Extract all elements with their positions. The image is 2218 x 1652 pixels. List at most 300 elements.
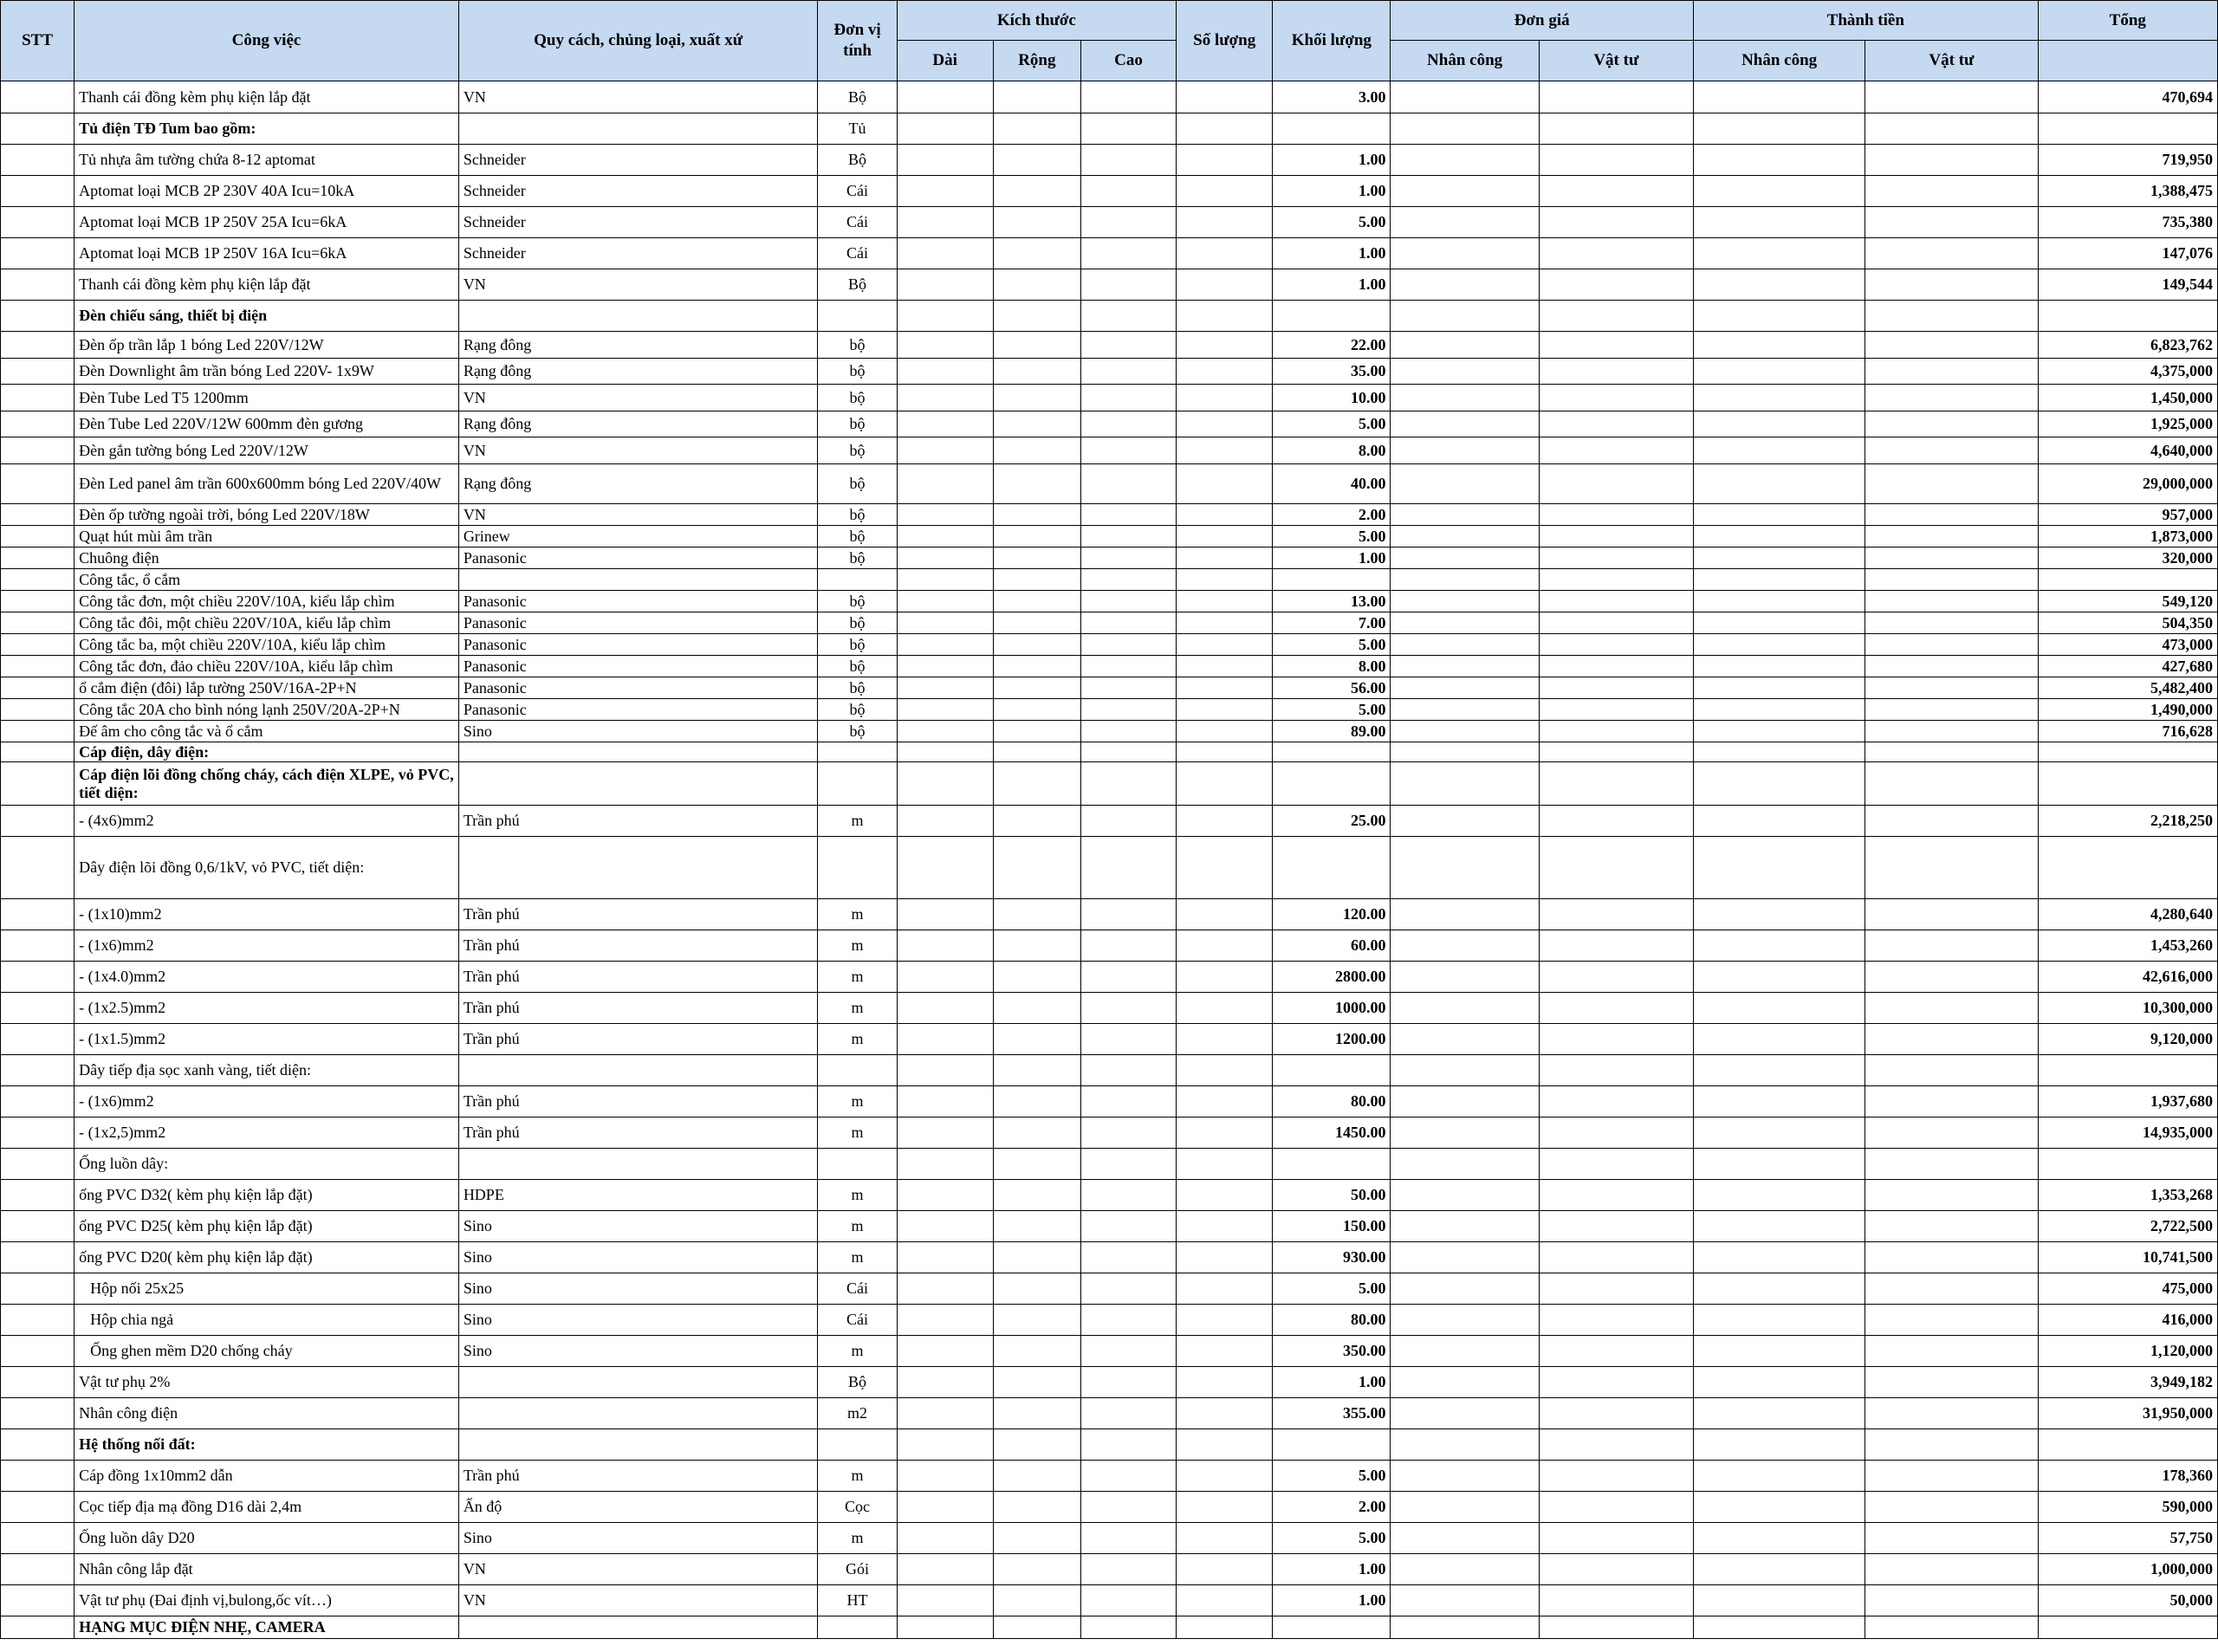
cell-rong[interactable] [993,385,1080,411]
cell-khoi-luong[interactable]: 1450.00 [1273,1118,1391,1149]
cell-dg-vat-tu[interactable] [1539,269,1693,301]
cell-so-luong[interactable] [1177,612,1273,634]
cell-dg-vat-tu[interactable] [1539,762,1693,806]
cell-rong[interactable] [993,332,1080,359]
cell-stt[interactable] [1,437,75,464]
cell-dg-nhan-cong[interactable] [1391,1086,1539,1118]
cell-khoi-luong[interactable]: 8.00 [1273,437,1391,464]
cell-tong[interactable] [2038,1055,2217,1086]
cell-dai[interactable] [897,1180,993,1211]
cell-dg-vat-tu[interactable] [1539,332,1693,359]
cell-stt[interactable] [1,569,75,591]
cell-tt-vat-tu[interactable] [1865,634,2038,656]
cell-dg-vat-tu[interactable] [1539,1429,1693,1461]
cell-tt-nhan-cong[interactable] [1693,993,1865,1024]
cell-dg-nhan-cong[interactable] [1391,569,1539,591]
cell-quy-cach[interactable] [458,1398,818,1429]
cell-dai[interactable] [897,1024,993,1055]
header-rong[interactable]: Rộng [993,41,1080,81]
cell-don-vi[interactable]: bộ [818,504,897,526]
cell-quy-cach[interactable] [458,1367,818,1398]
cell-rong[interactable] [993,1461,1080,1492]
cell-tt-vat-tu[interactable] [1865,238,2038,269]
cell-stt[interactable] [1,1305,75,1336]
cell-tt-vat-tu[interactable] [1865,1554,2038,1585]
header-don-gia[interactable]: Đơn giá [1391,1,1694,41]
cell-so-luong[interactable] [1177,1055,1273,1086]
cell-tt-nhan-cong[interactable] [1693,81,1865,113]
cell-dg-nhan-cong[interactable] [1391,1055,1539,1086]
cell-don-vi[interactable]: Bộ [818,1367,897,1398]
cell-tt-vat-tu[interactable] [1865,81,2038,113]
cell-dg-nhan-cong[interactable] [1391,359,1539,385]
cell-quy-cach[interactable] [458,569,818,591]
cell-rong[interactable] [993,269,1080,301]
cell-cong-viec[interactable]: Aptomat loại MCB 2P 230V 40A Icu=10kA [75,176,459,207]
cell-tt-nhan-cong[interactable] [1693,612,1865,634]
cell-tt-vat-tu[interactable] [1865,677,2038,699]
cell-don-vi[interactable] [818,1429,897,1461]
cell-don-vi[interactable]: bộ [818,359,897,385]
cell-don-vi[interactable]: bộ [818,526,897,547]
cell-don-vi[interactable]: Cái [818,176,897,207]
cell-dg-vat-tu[interactable] [1539,612,1693,634]
cell-rong[interactable] [993,612,1080,634]
cell-don-vi[interactable]: bộ [818,677,897,699]
cell-tong[interactable]: 427,680 [2038,656,2217,677]
cell-so-luong[interactable] [1177,1242,1273,1273]
header-so-luong[interactable]: Số lượng [1177,1,1273,81]
cell-tt-nhan-cong[interactable] [1693,411,1865,437]
cell-stt[interactable] [1,762,75,806]
cell-rong[interactable] [993,1616,1080,1639]
cell-quy-cach[interactable]: Ấn độ [458,1492,818,1523]
cell-tong[interactable]: 473,000 [2038,634,2217,656]
cell-stt[interactable] [1,742,75,762]
cell-cong-viec[interactable]: Ống luồn dây D20 [75,1523,459,1554]
cell-quy-cach[interactable]: Trần phú [458,1086,818,1118]
cell-dg-nhan-cong[interactable] [1391,547,1539,569]
header-thanh-tien[interactable]: Thành tiền [1693,1,2038,41]
cell-quy-cach[interactable]: Panasonic [458,656,818,677]
cell-so-luong[interactable] [1177,207,1273,238]
cell-dg-vat-tu[interactable] [1539,993,1693,1024]
cell-rong[interactable] [993,1149,1080,1180]
cell-cong-viec[interactable]: Cáp đồng 1x10mm2 dẫn [75,1461,459,1492]
cell-quy-cach[interactable]: VN [458,385,818,411]
cell-tt-vat-tu[interactable] [1865,1086,2038,1118]
cell-quy-cach[interactable] [458,762,818,806]
cell-khoi-luong[interactable]: 5.00 [1273,634,1391,656]
cell-cao[interactable] [1080,1492,1176,1523]
cell-cao[interactable] [1080,504,1176,526]
cell-cong-viec[interactable]: - (1x10)mm2 [75,899,459,930]
cell-cao[interactable] [1080,677,1176,699]
cell-dg-nhan-cong[interactable] [1391,656,1539,677]
cell-tt-vat-tu[interactable] [1865,1242,2038,1273]
cell-rong[interactable] [993,806,1080,837]
cell-tong[interactable] [2038,1149,2217,1180]
cell-quy-cach[interactable]: Sino [458,1523,818,1554]
cell-khoi-luong[interactable] [1273,1149,1391,1180]
cell-tt-nhan-cong[interactable] [1693,899,1865,930]
cell-quy-cach[interactable]: VN [458,269,818,301]
cell-quy-cach[interactable]: Trần phú [458,993,818,1024]
cell-dai[interactable] [897,1118,993,1149]
cell-tong[interactable] [2038,742,2217,762]
cell-cao[interactable] [1080,612,1176,634]
cell-so-luong[interactable] [1177,547,1273,569]
header-stt[interactable]: STT [1,1,75,81]
cell-khoi-luong[interactable]: 35.00 [1273,359,1391,385]
cell-so-luong[interactable] [1177,721,1273,742]
cell-cao[interactable] [1080,1211,1176,1242]
cell-cong-viec[interactable]: Nhân công điện [75,1398,459,1429]
cell-don-vi[interactable]: m [818,930,897,962]
cell-dai[interactable] [897,1554,993,1585]
cell-dg-vat-tu[interactable] [1539,1305,1693,1336]
header-dg-vat-tu[interactable]: Vật tư [1539,41,1693,81]
cell-tong[interactable] [2038,569,2217,591]
cell-cong-viec[interactable]: Đèn ốp tường ngoài trời, bóng Led 220V/18W [75,504,459,526]
cell-dai[interactable] [897,238,993,269]
cell-khoi-luong[interactable]: 1.00 [1273,176,1391,207]
cell-quy-cach[interactable]: Sino [458,721,818,742]
cell-quy-cach[interactable]: Trần phú [458,962,818,993]
cell-cong-viec[interactable]: Đèn Tube Led T5 1200mm [75,385,459,411]
cell-don-vi[interactable] [818,301,897,332]
cell-dg-vat-tu[interactable] [1539,656,1693,677]
cell-dai[interactable] [897,742,993,762]
cell-dg-nhan-cong[interactable] [1391,762,1539,806]
cell-rong[interactable] [993,359,1080,385]
cell-tt-nhan-cong[interactable] [1693,1336,1865,1367]
cell-dg-nhan-cong[interactable] [1391,81,1539,113]
cell-dg-vat-tu[interactable] [1539,1086,1693,1118]
cell-so-luong[interactable] [1177,591,1273,612]
cell-rong[interactable] [993,1367,1080,1398]
cell-tong[interactable]: 504,350 [2038,612,2217,634]
cell-quy-cach[interactable]: Grinew [458,526,818,547]
cell-cong-viec[interactable]: Cáp điện, dây điện: [75,742,459,762]
cell-stt[interactable] [1,962,75,993]
cell-so-luong[interactable] [1177,837,1273,899]
cell-dg-nhan-cong[interactable] [1391,837,1539,899]
cell-so-luong[interactable] [1177,437,1273,464]
cell-tt-nhan-cong[interactable] [1693,1211,1865,1242]
cell-khoi-luong[interactable]: 40.00 [1273,464,1391,504]
cell-don-vi[interactable] [818,1616,897,1639]
cell-tong[interactable]: 1,937,680 [2038,1086,2217,1118]
cell-rong[interactable] [993,962,1080,993]
cell-cong-viec[interactable]: - (1x1.5)mm2 [75,1024,459,1055]
cell-dai[interactable] [897,1055,993,1086]
cell-dai[interactable] [897,547,993,569]
cell-tt-vat-tu[interactable] [1865,1305,2038,1336]
cell-tong[interactable]: 29,000,000 [2038,464,2217,504]
cell-stt[interactable] [1,359,75,385]
cell-tong[interactable]: 716,628 [2038,721,2217,742]
cell-khoi-luong[interactable]: 1.00 [1273,547,1391,569]
cell-cong-viec[interactable]: Công tắc 20A cho bình nóng lạnh 250V/20A-2P+N [75,699,459,721]
cell-don-vi[interactable]: m [818,1180,897,1211]
cell-quy-cach[interactable]: Panasonic [458,612,818,634]
cell-cong-viec[interactable]: ống PVC D32( kèm phụ kiện lắp đặt) [75,1180,459,1211]
cell-rong[interactable] [993,1118,1080,1149]
cell-cao[interactable] [1080,238,1176,269]
cell-cong-viec[interactable]: Ống ghen mềm D20 chống cháy [75,1336,459,1367]
cell-khoi-luong[interactable]: 1.00 [1273,145,1391,176]
cell-dai[interactable] [897,385,993,411]
cell-stt[interactable] [1,1616,75,1639]
cell-tong[interactable]: 149,544 [2038,269,2217,301]
cell-stt[interactable] [1,526,75,547]
cell-cao[interactable] [1080,656,1176,677]
cell-dg-nhan-cong[interactable] [1391,1336,1539,1367]
cell-cao[interactable] [1080,1554,1176,1585]
cell-don-vi[interactable]: m [818,1242,897,1273]
cell-dg-nhan-cong[interactable] [1391,332,1539,359]
cell-cong-viec[interactable]: Vật tư phụ (Đai định vị,bulong,ốc vít…) [75,1585,459,1616]
cell-tong[interactable]: 1,450,000 [2038,385,2217,411]
cell-tong[interactable]: 147,076 [2038,238,2217,269]
cell-stt[interactable] [1,1180,75,1211]
cell-tt-nhan-cong[interactable] [1693,1305,1865,1336]
cell-don-vi[interactable] [818,742,897,762]
cell-don-vi[interactable]: m [818,899,897,930]
cell-so-luong[interactable] [1177,1305,1273,1336]
cell-cong-viec[interactable]: - (1x6)mm2 [75,1086,459,1118]
cell-don-vi[interactable]: bộ [818,332,897,359]
cell-quy-cach[interactable]: Trần phú [458,1461,818,1492]
cell-quy-cach[interactable]: Schneider [458,176,818,207]
cell-tt-nhan-cong[interactable] [1693,762,1865,806]
cell-tt-nhan-cong[interactable] [1693,1492,1865,1523]
cell-khoi-luong[interactable]: 60.00 [1273,930,1391,962]
cell-khoi-luong[interactable]: 1.00 [1273,269,1391,301]
header-quy-cach[interactable]: Quy cách, chủng loại, xuất xứ [458,1,818,81]
cell-stt[interactable] [1,899,75,930]
cell-dai[interactable] [897,930,993,962]
cell-cong-viec[interactable]: - (1x6)mm2 [75,930,459,962]
cell-tt-vat-tu[interactable] [1865,742,2038,762]
cell-cong-viec[interactable]: Đèn Downlight âm trần bóng Led 220V- 1x9W [75,359,459,385]
cell-dai[interactable] [897,899,993,930]
cell-dai[interactable] [897,269,993,301]
cell-cao[interactable] [1080,742,1176,762]
cell-cao[interactable] [1080,1273,1176,1305]
cell-don-vi[interactable]: Cái [818,1273,897,1305]
cell-quy-cach[interactable]: Schneider [458,145,818,176]
cell-dg-vat-tu[interactable] [1539,962,1693,993]
cell-tt-vat-tu[interactable] [1865,837,2038,899]
cell-dg-nhan-cong[interactable] [1391,677,1539,699]
cell-don-vi[interactable]: Gói [818,1554,897,1585]
cell-khoi-luong[interactable]: 22.00 [1273,332,1391,359]
cell-stt[interactable] [1,1336,75,1367]
cell-dai[interactable] [897,1461,993,1492]
cell-tt-vat-tu[interactable] [1865,547,2038,569]
cell-quy-cach[interactable]: Sino [458,1336,818,1367]
cell-tong[interactable]: 1,873,000 [2038,526,2217,547]
cell-quy-cach[interactable]: VN [458,437,818,464]
cell-don-vi[interactable] [818,1055,897,1086]
cell-dg-vat-tu[interactable] [1539,1180,1693,1211]
header-don-vi[interactable]: Đơn vị tính [818,1,897,81]
cell-khoi-luong[interactable] [1273,301,1391,332]
header-cao[interactable]: Cao [1080,41,1176,81]
cell-rong[interactable] [993,238,1080,269]
header-dg-nhan-cong[interactable]: Nhân công [1391,41,1539,81]
cell-rong[interactable] [993,1492,1080,1523]
cell-dg-nhan-cong[interactable] [1391,742,1539,762]
cell-khoi-luong[interactable]: 89.00 [1273,721,1391,742]
cell-cao[interactable] [1080,207,1176,238]
cell-rong[interactable] [993,591,1080,612]
cell-cong-viec[interactable]: ống PVC D20( kèm phụ kiện lắp đặt) [75,1242,459,1273]
cell-cong-viec[interactable]: Hệ thống nối đất: [75,1429,459,1461]
cell-khoi-luong[interactable]: 120.00 [1273,899,1391,930]
cell-cong-viec[interactable]: Ống luồn dây: [75,1149,459,1180]
cell-khoi-luong[interactable]: 2.00 [1273,504,1391,526]
cell-tong[interactable]: 1,388,475 [2038,176,2217,207]
cell-cao[interactable] [1080,359,1176,385]
cell-rong[interactable] [993,634,1080,656]
cell-dg-nhan-cong[interactable] [1391,1492,1539,1523]
cell-rong[interactable] [993,464,1080,504]
cell-cong-viec[interactable]: Aptomat loại MCB 1P 250V 16A Icu=6kA [75,238,459,269]
cell-rong[interactable] [993,837,1080,899]
cell-dai[interactable] [897,437,993,464]
cell-quy-cach[interactable] [458,837,818,899]
cell-cao[interactable] [1080,634,1176,656]
cell-don-vi[interactable]: m [818,1461,897,1492]
cell-tt-nhan-cong[interactable] [1693,437,1865,464]
cell-dai[interactable] [897,411,993,437]
cell-so-luong[interactable] [1177,411,1273,437]
cell-tt-nhan-cong[interactable] [1693,742,1865,762]
cell-cong-viec[interactable]: Đèn chiếu sáng, thiết bị điện [75,301,459,332]
cell-cong-viec[interactable]: - (1x4.0)mm2 [75,962,459,993]
cell-tong[interactable] [2038,1616,2217,1639]
cell-dai[interactable] [897,81,993,113]
cell-dg-vat-tu[interactable] [1539,81,1693,113]
cell-tong[interactable]: 4,640,000 [2038,437,2217,464]
cell-tt-nhan-cong[interactable] [1693,1398,1865,1429]
cell-tong[interactable]: 320,000 [2038,547,2217,569]
cell-so-luong[interactable] [1177,742,1273,762]
cell-cong-viec[interactable]: HẠNG MỤC ĐIỆN NHẸ, CAMERA [75,1616,459,1639]
cell-so-luong[interactable] [1177,1585,1273,1616]
cell-khoi-luong[interactable]: 5.00 [1273,526,1391,547]
cell-rong[interactable] [993,176,1080,207]
cell-cao[interactable] [1080,1024,1176,1055]
cell-dg-nhan-cong[interactable] [1391,591,1539,612]
cell-cao[interactable] [1080,591,1176,612]
cell-cao[interactable] [1080,721,1176,742]
cell-stt[interactable] [1,547,75,569]
cell-cao[interactable] [1080,269,1176,301]
cell-khoi-luong[interactable]: 1200.00 [1273,1024,1391,1055]
cell-quy-cach[interactable]: Trần phú [458,1118,818,1149]
cell-dg-nhan-cong[interactable] [1391,145,1539,176]
cell-tong[interactable]: 1,353,268 [2038,1180,2217,1211]
cell-rong[interactable] [993,207,1080,238]
cell-dg-nhan-cong[interactable] [1391,930,1539,962]
cell-dg-vat-tu[interactable] [1539,145,1693,176]
cell-don-vi[interactable]: m [818,1211,897,1242]
cell-so-luong[interactable] [1177,962,1273,993]
cell-stt[interactable] [1,464,75,504]
cell-don-vi[interactable]: bộ [818,656,897,677]
cell-cao[interactable] [1080,1398,1176,1429]
cell-quy-cach[interactable]: Rạng đông [458,332,818,359]
cell-tong[interactable]: 57,750 [2038,1523,2217,1554]
cell-quy-cach[interactable]: Panasonic [458,547,818,569]
cell-quy-cach[interactable]: Panasonic [458,677,818,699]
cell-tt-nhan-cong[interactable] [1693,1149,1865,1180]
cell-so-luong[interactable] [1177,1086,1273,1118]
cell-rong[interactable] [993,1336,1080,1367]
cell-tt-vat-tu[interactable] [1865,569,2038,591]
cell-don-vi[interactable]: m [818,806,897,837]
cell-khoi-luong[interactable]: 1.00 [1273,1585,1391,1616]
cell-rong[interactable] [993,81,1080,113]
cell-dg-vat-tu[interactable] [1539,1616,1693,1639]
cell-cao[interactable] [1080,993,1176,1024]
cell-stt[interactable] [1,332,75,359]
cell-so-luong[interactable] [1177,1492,1273,1523]
cell-so-luong[interactable] [1177,1367,1273,1398]
cell-tong[interactable]: 10,300,000 [2038,993,2217,1024]
cell-dai[interactable] [897,359,993,385]
cell-so-luong[interactable] [1177,176,1273,207]
header-dai[interactable]: Dài [897,41,993,81]
cell-rong[interactable] [993,1398,1080,1429]
cell-tt-nhan-cong[interactable] [1693,1429,1865,1461]
cell-tt-vat-tu[interactable] [1865,145,2038,176]
cell-dg-nhan-cong[interactable] [1391,526,1539,547]
cell-cao[interactable] [1080,464,1176,504]
cell-khoi-luong[interactable]: 2800.00 [1273,962,1391,993]
cell-stt[interactable] [1,238,75,269]
header-tt-nhan-cong[interactable]: Nhân công [1693,41,1865,81]
cell-so-luong[interactable] [1177,332,1273,359]
cell-so-luong[interactable] [1177,81,1273,113]
cell-quy-cach[interactable]: Panasonic [458,591,818,612]
cell-tt-vat-tu[interactable] [1865,1149,2038,1180]
cell-dg-vat-tu[interactable] [1539,1461,1693,1492]
cell-dg-nhan-cong[interactable] [1391,899,1539,930]
cell-tong[interactable]: 416,000 [2038,1305,2217,1336]
cell-tt-nhan-cong[interactable] [1693,634,1865,656]
cell-cao[interactable] [1080,806,1176,837]
cell-tt-nhan-cong[interactable] [1693,1242,1865,1273]
cell-rong[interactable] [993,145,1080,176]
cell-dg-nhan-cong[interactable] [1391,962,1539,993]
cell-so-luong[interactable] [1177,993,1273,1024]
cell-dg-nhan-cong[interactable] [1391,1616,1539,1639]
cell-cao[interactable] [1080,1118,1176,1149]
cell-cao[interactable] [1080,1367,1176,1398]
cell-tt-vat-tu[interactable] [1865,464,2038,504]
cell-cong-viec[interactable]: Quạt hút mùi âm trần [75,526,459,547]
cell-don-vi[interactable]: bộ [818,464,897,504]
cell-khoi-luong[interactable] [1273,1055,1391,1086]
cell-cong-viec[interactable]: Công tắc đôi, một chiều 220V/10A, kiểu lắp chìm [75,612,459,634]
cell-stt[interactable] [1,837,75,899]
cell-khoi-luong[interactable]: 56.00 [1273,677,1391,699]
